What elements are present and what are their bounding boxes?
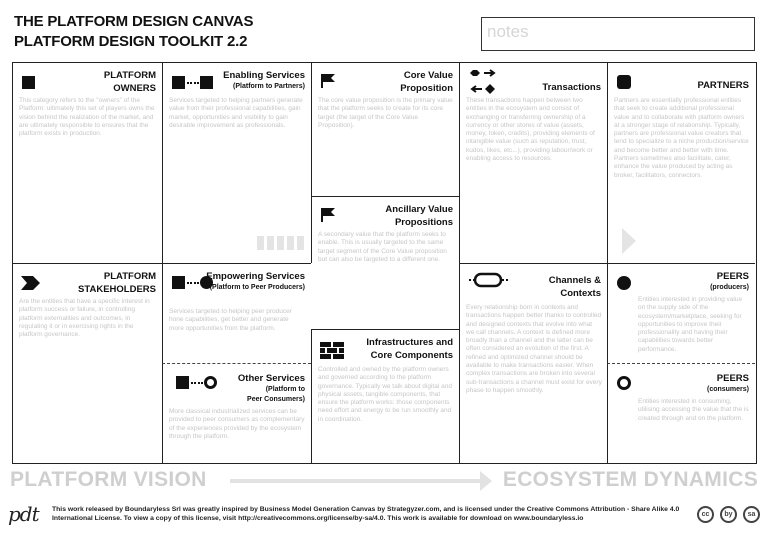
block-title xyxy=(215,69,305,92)
by-license-icon[interactable]: by xyxy=(720,506,737,523)
block-subtitle: (Platform to xyxy=(265,386,305,393)
block-description: Every relationship born in contexts and transactions happen better thanks to controlled and designed contexts that evolve into what we call channels. A context is defined more broadly than a channel and the latter can be often considered an evolution of the first. A refined and optimized channel should be available to make transactions easier. When complex transactions are broken into several sub-transactions a channel must exist for every phase to happen smoothly. xyxy=(466,304,602,394)
channel-pipe-icon xyxy=(467,272,509,288)
flag-icon xyxy=(320,207,336,223)
flag-icon xyxy=(320,73,336,89)
block-title xyxy=(669,270,749,293)
block-subtitle: (Platform to Partners) xyxy=(233,83,305,90)
block-infrastructures[interactable] xyxy=(311,329,459,463)
block-description: Controlled and owned by the platform owners and governed according to the platform governance. Typically we talk about digital and physical assets, tangible components, that ensure the platform works: those components need effort and energy to be run smoothly and in coordination. xyxy=(318,366,452,423)
block-title-text: Empowering Services xyxy=(206,271,305,282)
block-description: Services targeted to helping peer producer hone capabilities, get better and generate more opportunities from the platform. xyxy=(169,308,292,332)
block-title-text: PEERS xyxy=(716,271,749,282)
notes-field[interactable]: notes xyxy=(481,17,755,51)
block-title-text: Enabling Services xyxy=(223,70,305,81)
block-core-value[interactable] xyxy=(311,63,459,196)
flow-arrow-stripes xyxy=(257,236,307,250)
block-description: Are the entities that have a specific interest in platform success or failure, in controlling platform externalities and outcomes, in regulating it or in exercising rights in the platform governance. xyxy=(19,298,150,339)
dotted-link-icon xyxy=(187,82,199,84)
block-description: Partners are essentially professional entities that seek to create additional professional value and to collaborate with platform owners at a stronger stage of relationship. Typically, partners are professional value creators that tend to specialize to a niche production/service and become better and better with time. Partners sometimes also facilitate, cater, enhance the value produced by acting as broker, facilitators, connectors. xyxy=(614,97,749,179)
block-platform-stakeholders[interactable] xyxy=(13,263,162,463)
block-title: Infrastructures and Core Components xyxy=(366,337,453,361)
block-title: Channels & Contexts xyxy=(548,275,601,299)
brick-wall-icon xyxy=(320,342,344,360)
block-enabling-services[interactable] xyxy=(162,63,311,263)
block-description: This category refers to the "owners" of the Platform: ultimately this set of players owns the vision behind the realization of the market, and are ultimately responsible to ensures that the platform exists in production. xyxy=(19,97,155,138)
block-title: Ancillary Value Propositions xyxy=(385,204,453,228)
license-text: This work released by Boundaryless Srl was greatly inspired by Business Model Generation Canvas by Strategyzer.com, and is licensed under the Creative Commons Attribution - Share Alike 4.0 International License. To view a copy of this license, visit http://creativecommons.org/license/by-sa/4.0. This work is available for download on www.boundaryless.io xyxy=(52,506,680,522)
square-icon xyxy=(176,376,189,389)
square-icon xyxy=(200,76,213,89)
sa-license-icon[interactable]: sa xyxy=(743,506,760,523)
block-subtitle: (consumers) xyxy=(706,386,749,393)
flow-arrow-head xyxy=(622,228,636,254)
pdt-logo: pdt xyxy=(8,502,39,526)
ring-icon xyxy=(617,376,631,390)
ecosystem-dynamics-label: ECOSYSTEM DYNAMICS xyxy=(502,468,758,491)
canvas-title xyxy=(14,12,253,52)
square-icon xyxy=(22,76,35,89)
block-description: More classical industrialized services can be provided to peer consumers as complementary of the experiences provided by the ecosystem through the platform. xyxy=(169,408,305,440)
block-title: Transactions xyxy=(542,82,601,93)
chevron-icon xyxy=(21,276,41,290)
block-title-text: Other Services xyxy=(237,373,305,384)
block-title: PLATFORM OWNERS xyxy=(103,70,156,94)
dotted-link-icon xyxy=(191,382,203,384)
title-line-2: PLATFORM DESIGN TOOLKIT 2.2 xyxy=(14,33,248,50)
rounded-square-icon xyxy=(617,75,631,89)
block-subtitle: (producers) xyxy=(710,284,749,291)
block-description: These transactions happen between two entities in the ecosystem and consist of exchanging or transferring ownership of a currency or other stores of value (assets, money, token, credits), providing elements of intangible value (such as reputation, trust, kudos, likes, etc...), providing labour/work or enabling access to resources. xyxy=(466,97,595,163)
block-title: PARTNERS xyxy=(697,80,749,91)
square-icon xyxy=(172,276,185,289)
block-description: Entities interested in providing value on the supply side of the ecosystem/marketplace, seeking for opportunities to improve their professionality and having their capabilities towards better performance. xyxy=(638,296,743,353)
block-title xyxy=(195,270,305,293)
block-title: Core Value Proposition xyxy=(400,70,453,94)
block-platform-owners[interactable] xyxy=(13,63,162,263)
block-title xyxy=(669,372,749,395)
block-peers-producers[interactable] xyxy=(607,263,755,363)
canvas-grid xyxy=(12,62,757,464)
block-empowering-services[interactable] xyxy=(162,263,311,363)
block-description: A secondary value that the platform seeks to enable. This is usually targeted to the same target segment of the Core Value proposition but can also be targeted to a different one. xyxy=(318,231,447,263)
block-ancillary-value[interactable] xyxy=(311,196,459,263)
block-title xyxy=(215,372,305,405)
block-other-services[interactable] xyxy=(162,363,311,463)
block-title: PLATFORM STAKEHOLDERS xyxy=(78,271,156,295)
cc-license-icon[interactable]: cc xyxy=(697,506,714,523)
block-subtitle: Peer Consumers) xyxy=(247,396,305,403)
block-transactions[interactable] xyxy=(459,63,607,263)
square-icon xyxy=(172,76,185,89)
platform-vision-label: PLATFORM VISION xyxy=(10,468,207,491)
block-description: Services targeted to helping partners generate value from their professional capabilities, gain market, opportunities and visibility to gain desirable improvement as professionals. xyxy=(169,97,303,129)
block-title-text: PEERS xyxy=(716,373,749,384)
block-channels[interactable] xyxy=(459,263,607,463)
block-description: Entities interested in consuming, utilising accessing the value that the is created through and on the platform. xyxy=(638,398,749,422)
block-description: The core value proposition is the primary value that the platform seeks to create for its core target (the target of the Core Value Proposition). xyxy=(318,97,453,129)
block-subtitle: (Platform to Peer Producers) xyxy=(209,284,305,291)
transactions-icon xyxy=(468,69,498,97)
block-peers-consumers[interactable] xyxy=(607,363,755,463)
circle-icon xyxy=(617,276,631,290)
title-line-1: THE PLATFORM DESIGN CANVAS xyxy=(14,13,254,30)
